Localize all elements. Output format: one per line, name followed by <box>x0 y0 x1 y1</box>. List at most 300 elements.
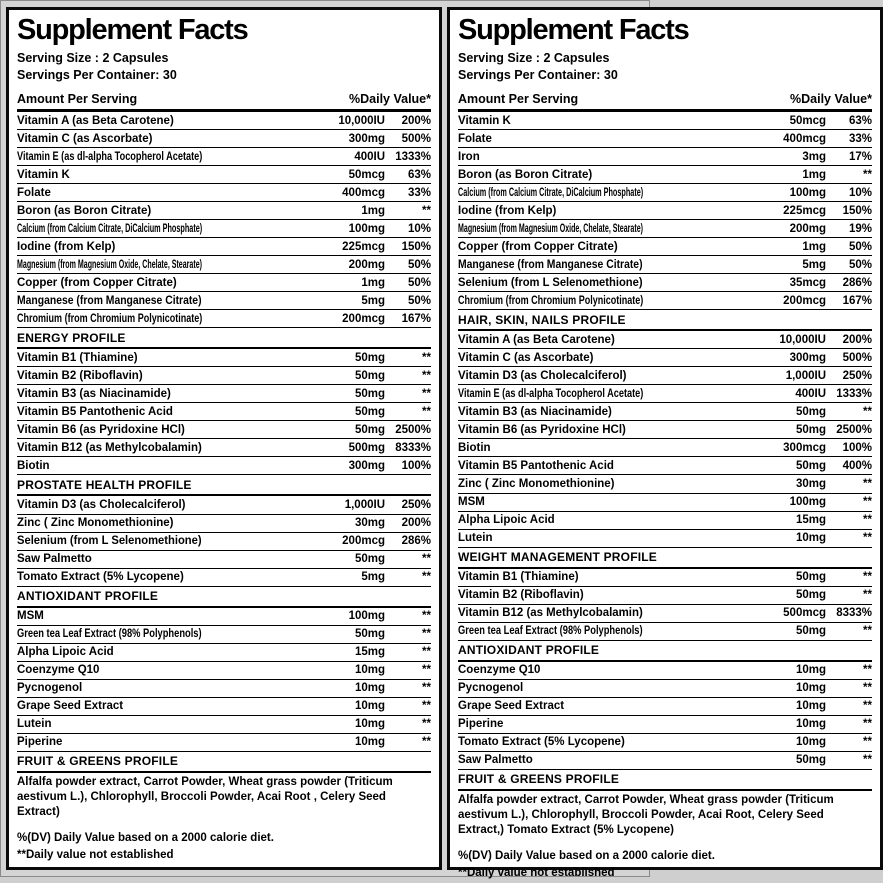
table-row <box>458 112 872 130</box>
nutrient-dv: 1333% <box>836 387 872 400</box>
nutrient-dv: 286% <box>842 276 872 289</box>
nutrient-name-text: Coenzyme Q10 <box>17 664 100 677</box>
nutrient-amount: 30mg <box>795 477 826 490</box>
nutrient-name <box>458 441 762 455</box>
nutrient-dv: ** <box>863 664 872 677</box>
nutrient-amount: 35mcg <box>789 276 826 289</box>
supplement-panel-left <box>6 7 442 870</box>
nutrient-name <box>458 717 762 731</box>
nutrient-name <box>17 681 321 695</box>
table-row <box>458 184 872 202</box>
facts-table <box>17 112 431 824</box>
nutrient-dv: 50% <box>407 294 431 307</box>
nutrient-name-text: Coenzyme Q10 <box>458 664 541 677</box>
table-row <box>458 587 872 605</box>
nutrient-dv: 50% <box>407 258 431 271</box>
nutrient-dv: ** <box>863 700 872 713</box>
nutrient-amount: 300mg <box>348 132 385 145</box>
nutrient-name-text: Pycnogenol <box>458 682 524 695</box>
nutrient-name <box>458 735 762 749</box>
nutrient-name <box>458 150 762 164</box>
ingredients-text: Alfalfa powder extract, Carrot Powder, Wheat grass powder (Triticum aestivum L.), Chlorophyll, Broccoli Powder, Acai Root, Celery Seed Extract,) Tomato Extract (5% Lycopene) <box>458 793 834 837</box>
table-row <box>17 184 431 202</box>
nutrient-amount: 10mg <box>795 700 826 713</box>
nutrient-name <box>17 423 321 437</box>
nutrient-dv: ** <box>422 369 431 382</box>
nutrient-amount: 200mg <box>348 258 385 271</box>
nutrient-dv: ** <box>863 496 872 508</box>
section-header: ENERGY PROFILE <box>17 328 431 349</box>
nutrient-name <box>17 387 321 401</box>
table-row <box>458 530 872 548</box>
servings-per-container: Servings Per Container: 30 <box>17 68 177 83</box>
nutrient-name <box>458 369 762 383</box>
nutrient-dv: ** <box>863 514 872 527</box>
nutrient-name <box>458 387 762 401</box>
table-row <box>458 605 872 623</box>
nutrient-dv: ** <box>863 718 872 731</box>
footnote-dv: %(DV) Daily Value based on a 2000 calorie diet. <box>17 832 274 845</box>
nutrient-name <box>17 516 321 530</box>
nutrient-amount: 300mcg <box>783 441 826 454</box>
nutrient-name-text: Vitamin A (as Beta Carotene) <box>17 114 174 127</box>
nutrient-name-text: Folate <box>17 186 51 199</box>
nutrient-name-text: MSM <box>17 610 44 623</box>
nutrient-name <box>458 333 762 347</box>
nutrient-amount: 10mg <box>795 682 826 695</box>
table-row <box>458 716 872 734</box>
nutrient-amount: 15mg <box>795 514 826 527</box>
nutrient-dv: 200% <box>401 114 431 127</box>
nutrient-name <box>458 114 762 128</box>
nutrient-dv: ** <box>422 610 431 623</box>
table-row <box>17 202 431 220</box>
nutrient-amount: 50mg <box>354 553 385 566</box>
table-row <box>17 439 431 457</box>
nutrient-name <box>17 699 321 713</box>
nutrient-dv: 286% <box>401 535 431 548</box>
nutrient-name <box>17 150 321 164</box>
nutrient-name-text: Alpha Lipoic Acid <box>458 514 555 527</box>
nutrient-dv: 167% <box>401 312 431 325</box>
table-row <box>458 569 872 587</box>
servings-per-container: Servings Per Container: 30 <box>458 68 618 83</box>
table-row <box>458 238 872 256</box>
nutrient-amount: 100mg <box>348 610 385 623</box>
nutrient-name <box>17 240 321 254</box>
nutrient-name <box>17 204 321 218</box>
table-row <box>17 130 431 148</box>
nutrient-dv: 10% <box>848 186 872 199</box>
nutrient-name <box>458 753 762 767</box>
nutrient-name-text: Vitamin B1 (Thiamine) <box>458 571 579 584</box>
nutrient-dv: 500% <box>842 351 872 364</box>
nutrient-name <box>17 627 321 641</box>
nutrient-name-text: Iron <box>458 150 480 163</box>
nutrient-amount: 50mg <box>795 571 826 584</box>
section-header: ANTIOXIDANT PROFILE <box>458 641 872 662</box>
table-row <box>17 256 431 274</box>
column-header-dv: %Daily Value* <box>790 92 872 107</box>
table-row <box>17 310 431 328</box>
nutrient-dv: ** <box>863 754 872 767</box>
nutrient-amount: 10mg <box>354 700 385 713</box>
nutrient-name <box>17 222 321 236</box>
nutrient-amount: 50mg <box>795 625 826 638</box>
table-row <box>458 367 872 385</box>
nutrient-name <box>458 222 762 236</box>
table-row <box>458 274 872 292</box>
nutrient-dv: ** <box>422 646 431 659</box>
nutrient-dv: ** <box>422 736 431 749</box>
nutrient-name <box>17 609 321 623</box>
nutrient-name <box>17 132 321 146</box>
nutrient-amount: 10mg <box>795 736 826 749</box>
table-row <box>17 569 431 587</box>
nutrient-name-text: Vitamin B3 (as Niacinamide) <box>458 405 612 418</box>
nutrient-amount: 1,000IU <box>344 498 385 511</box>
footnote-not-established: **Daily value not established <box>458 867 615 880</box>
nutrient-dv: ** <box>422 628 431 641</box>
nutrient-amount: 5mg <box>802 258 826 271</box>
nutrient-name <box>458 240 762 254</box>
table-row <box>17 220 431 238</box>
nutrient-name <box>458 570 762 584</box>
table-row <box>458 512 872 530</box>
table-row <box>458 623 872 641</box>
nutrient-dv: 50% <box>407 276 431 289</box>
table-row <box>17 148 431 166</box>
nutrient-amount: 50mg <box>795 754 826 767</box>
nutrient-dv: ** <box>422 718 431 731</box>
nutrient-name-text: Biotin <box>458 441 491 454</box>
table-row <box>458 680 872 698</box>
nutrient-name <box>17 552 321 566</box>
nutrient-amount: 300mg <box>348 459 385 472</box>
table-row <box>17 367 431 385</box>
table-row <box>17 698 431 716</box>
nutrient-amount: 1,000IU <box>785 369 826 382</box>
nutrient-name <box>458 132 762 146</box>
table-row <box>458 698 872 716</box>
nutrient-name-text: Grape Seed Extract <box>458 700 565 713</box>
table-row <box>17 515 431 533</box>
section-header: FRUIT & GREENS PROFILE <box>458 770 872 791</box>
nutrient-name <box>17 645 321 659</box>
nutrient-name <box>458 186 762 200</box>
nutrient-name <box>17 405 321 419</box>
nutrient-name <box>17 735 321 749</box>
nutrient-dv: 100% <box>401 459 431 472</box>
nutrient-name <box>458 204 762 218</box>
table-row <box>17 734 431 752</box>
nutrient-name-text: Pycnogenol <box>17 682 83 695</box>
nutrient-amount: 30mg <box>354 517 385 529</box>
nutrient-name-text: Vitamin C (as Ascorbate) <box>17 132 153 145</box>
nutrient-name-text: Manganese (from Manganese Citrate) <box>458 258 643 271</box>
nutrient-name <box>17 441 321 455</box>
nutrient-dv: 50% <box>848 240 872 253</box>
nutrient-name-text: Piperine <box>458 718 504 731</box>
nutrient-name <box>458 294 762 308</box>
nutrient-name-text: Calcium (from Calcium Citrate, DiCalcium Phosphate) <box>17 222 203 235</box>
nutrient-name-text: Vitamin D3 (as Cholecalciferol) <box>458 369 627 382</box>
nutrient-dv: 200% <box>401 517 431 529</box>
nutrient-dv: ** <box>422 351 431 364</box>
nutrient-dv: 8333% <box>836 607 872 620</box>
nutrient-dv: 250% <box>842 369 872 382</box>
nutrient-dv: 10% <box>407 222 431 235</box>
nutrient-dv: ** <box>863 532 872 545</box>
nutrient-amount: 200mcg <box>783 294 826 307</box>
table-row <box>17 349 431 367</box>
table-row <box>17 292 431 310</box>
nutrient-dv: 500% <box>401 132 431 145</box>
nutrient-name-text: Vitamin B5 Pantothenic Acid <box>17 405 173 418</box>
nutrient-amount: 50mg <box>354 628 385 641</box>
nutrient-amount: 400mcg <box>342 186 385 199</box>
nutrient-dv: ** <box>863 571 872 584</box>
panel-title: Supplement Facts <box>458 14 689 46</box>
column-header-amount: Amount Per Serving <box>458 92 579 107</box>
supplement-panel-right <box>447 7 883 880</box>
nutrient-name <box>17 276 321 290</box>
ingredients-text: Alfalfa powder extract, Carrot Powder, Wheat grass powder (Triticum aestivum L.), Chlorophyll, Broccoli Powder, Acai Root , Celery Seed Extract) <box>17 775 393 819</box>
nutrient-amount: 50mg <box>354 423 385 436</box>
table-row <box>458 475 872 493</box>
nutrient-amount: 400mcg <box>783 132 826 145</box>
nutrient-amount: 5mg <box>361 294 385 307</box>
table-row <box>458 403 872 421</box>
nutrient-name-text: Vitamin K <box>458 114 511 127</box>
table-row <box>458 331 872 349</box>
nutrient-name-text: Green tea Leaf Extract (98% Polyphenols) <box>17 628 202 641</box>
nutrient-name <box>458 276 762 290</box>
nutrient-name-text: Vitamin B12 (as Methylcobalamin) <box>17 441 202 454</box>
nutrient-dv: ** <box>863 736 872 749</box>
nutrient-name <box>458 588 762 602</box>
nutrient-amount: 50mg <box>354 387 385 400</box>
table-row <box>17 680 431 698</box>
nutrient-amount: 225mcg <box>783 204 826 217</box>
table-row <box>458 421 872 439</box>
nutrient-name <box>458 423 762 437</box>
table-row <box>17 274 431 292</box>
nutrient-amount: 10mg <box>795 532 826 545</box>
nutrient-dv: 167% <box>842 294 872 307</box>
serving-size: Serving Size : 2 Capsules <box>458 51 610 66</box>
nutrient-name <box>17 114 321 128</box>
nutrient-name-text: Iodine (from Kelp) <box>458 204 557 217</box>
nutrient-name-text: Vitamin E (as dl-alpha Tocopherol Acetate) <box>458 387 644 400</box>
nutrient-name <box>17 534 321 548</box>
nutrient-dv: ** <box>422 405 431 418</box>
nutrient-name-text: Vitamin C (as Ascorbate) <box>458 351 594 364</box>
nutrient-name <box>458 459 762 473</box>
nutrient-name-text: Vitamin B12 (as Methylcobalamin) <box>458 607 643 620</box>
nutrient-name <box>17 498 321 512</box>
nutrient-name-text: Vitamin E (as dl-alpha Tocopherol Acetate) <box>17 150 203 163</box>
nutrient-name-text: Iodine (from Kelp) <box>17 240 116 253</box>
nutrient-amount: 10mg <box>354 664 385 677</box>
nutrient-dv: 400% <box>842 459 872 472</box>
nutrient-name <box>458 495 762 509</box>
nutrient-dv: 63% <box>848 114 872 127</box>
nutrient-dv: ** <box>863 589 872 602</box>
nutrient-name-text: Vitamin B6 (as Pyridoxine HCl) <box>17 423 185 436</box>
nutrient-amount: 50mg <box>354 351 385 364</box>
nutrient-dv: ** <box>422 682 431 695</box>
nutrient-name-text: Biotin <box>17 459 50 472</box>
nutrient-name-text: Selenium (from L Selenomethione) <box>17 535 202 548</box>
nutrient-name <box>17 294 321 308</box>
table-row <box>17 608 431 626</box>
nutrient-dv: 33% <box>407 186 431 199</box>
nutrient-amount: 50mg <box>795 459 826 472</box>
nutrient-dv: 63% <box>407 168 431 181</box>
section-header: PROSTATE HEALTH PROFILE <box>17 475 431 496</box>
table-row <box>17 533 431 551</box>
footnote-dv: %(DV) Daily Value based on a 2000 calorie diet. <box>458 850 715 863</box>
nutrient-name-text: Boron (as Boron Citrate) <box>458 168 593 181</box>
nutrient-dv: ** <box>422 204 431 217</box>
nutrient-name-text: Zinc ( Zinc Monomethionine) <box>17 517 174 529</box>
panel-title: Supplement Facts <box>17 14 248 46</box>
nutrient-dv: 2500% <box>395 423 431 436</box>
nutrient-dv: 100% <box>842 441 872 454</box>
nutrient-name-text: Lutein <box>458 532 493 545</box>
nutrient-name <box>17 186 321 200</box>
nutrient-name-text: Vitamin D3 (as Cholecalciferol) <box>17 498 186 511</box>
nutrient-dv: ** <box>863 477 872 490</box>
nutrient-amount: 50mg <box>354 369 385 382</box>
table-row <box>17 716 431 734</box>
table-row <box>17 112 431 130</box>
nutrient-amount: 1mg <box>802 168 826 181</box>
nutrient-name-text: Vitamin B2 (Riboflavin) <box>458 589 584 602</box>
nutrient-amount: 10mg <box>795 664 826 677</box>
section-header: HAIR, SKIN, NAILS PROFILE <box>458 310 872 331</box>
nutrient-name-text: Tomato Extract (5% Lycopene) <box>458 736 625 749</box>
nutrient-amount: 300mg <box>789 351 826 364</box>
serving-size: Serving Size : 2 Capsules <box>17 51 169 66</box>
nutrient-name-text: Copper (from Copper Citrate) <box>458 240 618 253</box>
nutrient-amount: 200mg <box>789 222 826 235</box>
nutrient-dv: 1333% <box>395 150 431 163</box>
nutrient-name-text: Boron (as Boron Citrate) <box>17 204 152 217</box>
table-row <box>458 202 872 220</box>
nutrient-name <box>17 258 321 272</box>
nutrient-amount: 400IU <box>795 387 826 400</box>
nutrient-name-text: Piperine <box>17 736 63 749</box>
nutrient-dv: 8333% <box>395 441 431 454</box>
nutrient-dv: ** <box>863 682 872 695</box>
nutrient-name <box>458 258 762 272</box>
section-header: ANTIOXIDANT PROFILE <box>17 587 431 608</box>
table-row <box>458 734 872 752</box>
nutrient-name <box>458 681 762 695</box>
nutrient-name-text: Saw Palmetto <box>458 754 533 767</box>
nutrient-name-text: Tomato Extract (5% Lycopene) <box>17 571 184 584</box>
nutrient-name <box>17 717 321 731</box>
nutrient-name-text: Vitamin B5 Pantothenic Acid <box>458 459 614 472</box>
table-row <box>17 421 431 439</box>
nutrient-name <box>458 624 762 638</box>
nutrient-amount: 50mcg <box>348 168 385 181</box>
table-row <box>17 662 431 680</box>
nutrient-amount: 50mg <box>795 589 826 602</box>
nutrient-dv: 200% <box>842 333 872 346</box>
nutrient-dv: 150% <box>842 204 872 217</box>
table-row <box>458 220 872 238</box>
nutrient-name <box>458 663 762 677</box>
table-row <box>17 403 431 421</box>
nutrient-name-text: Magnesium (from Magnesium Oxide, Chelate, Stearate) <box>458 222 643 235</box>
nutrient-name-text: Vitamin B2 (Riboflavin) <box>17 369 143 382</box>
nutrient-name <box>17 459 321 473</box>
nutrient-name-text: Selenium (from L Selenomethione) <box>458 276 643 289</box>
nutrient-name <box>458 606 762 620</box>
nutrient-amount: 10,000IU <box>779 333 826 346</box>
nutrient-dv: ** <box>422 700 431 713</box>
nutrient-amount: 500mg <box>348 441 385 454</box>
nutrient-name <box>17 663 321 677</box>
nutrient-amount: 225mcg <box>342 240 385 253</box>
table-row <box>458 148 872 166</box>
table-row <box>458 494 872 512</box>
column-header-row <box>458 88 872 112</box>
nutrient-amount: 100mg <box>789 186 826 199</box>
nutrient-name-text: Vitamin B3 (as Niacinamide) <box>17 387 171 400</box>
nutrient-amount: 1mg <box>802 240 826 253</box>
table-row <box>458 385 872 403</box>
nutrient-name <box>458 351 762 365</box>
table-row <box>17 551 431 569</box>
nutrient-name-text: Manganese (from Manganese Citrate) <box>17 294 202 307</box>
nutrient-amount: 400IU <box>354 150 385 163</box>
nutrient-name <box>17 351 321 365</box>
nutrient-name-text: Vitamin K <box>17 168 70 181</box>
nutrient-amount: 10mg <box>354 682 385 695</box>
table-row <box>17 644 431 662</box>
table-row <box>458 457 872 475</box>
nutrient-name-text: Calcium (from Calcium Citrate, DiCalcium Phosphate) <box>458 186 644 199</box>
nutrient-amount: 1mg <box>361 204 385 217</box>
nutrient-name-text: Vitamin B6 (as Pyridoxine HCl) <box>458 423 626 436</box>
nutrient-dv: ** <box>863 168 872 181</box>
nutrient-amount: 10mg <box>354 718 385 731</box>
column-header-row <box>17 88 431 112</box>
footnote-not-established: **Daily value not established <box>17 849 174 862</box>
nutrient-name-text: Green tea Leaf Extract (98% Polyphenols) <box>458 625 643 638</box>
table-row <box>458 292 872 310</box>
nutrient-name-text: MSM <box>458 496 485 508</box>
nutrient-dv: 17% <box>848 150 872 163</box>
nutrient-name <box>458 405 762 419</box>
nutrient-amount: 10,000IU <box>338 114 385 127</box>
nutrient-amount: 50mg <box>795 405 826 418</box>
nutrient-amount: 200mcg <box>342 535 385 548</box>
nutrient-name <box>458 531 762 545</box>
nutrient-name <box>458 168 762 182</box>
nutrient-name-text: Vitamin B1 (Thiamine) <box>17 351 138 364</box>
nutrient-name <box>458 477 762 491</box>
nutrient-name-text: Chromium (from Chromium Polynicotinate) <box>458 294 644 307</box>
section-header: FRUIT & GREENS PROFILE <box>17 752 431 773</box>
table-row <box>17 457 431 475</box>
column-header-dv: %Daily Value* <box>349 92 431 107</box>
section-header: WEIGHT MANAGEMENT PROFILE <box>458 548 872 569</box>
